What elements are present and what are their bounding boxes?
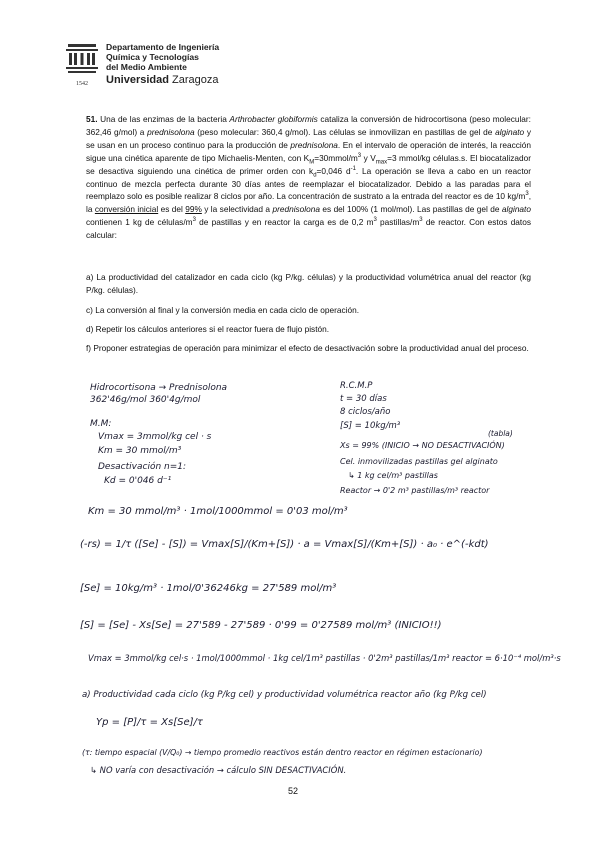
- hw-cell-load: ↳ 1 kg cel/m³ pastillas: [348, 471, 438, 480]
- question-f: f) Proponer estrategias de operación para minimizar el efecto de desactivación sobre la productividad anual del proceso.: [86, 343, 529, 353]
- page-number: 52: [288, 786, 299, 796]
- university-name: Universidad Zaragoza: [106, 74, 219, 86]
- university-logo-icon: [62, 40, 102, 90]
- hw-part-a: a) Productividad cada ciclo (kg P/kg cel) y productividad volumétrica reactor año (kg P/kg cel): [82, 690, 487, 700]
- hw-productivity-formula: Yp = [P]/τ = Xs[Se]/τ: [96, 717, 203, 728]
- hw-s-calc: [S] = [Se] - Xs[Se] = 27'589 - 27'589 · 0'99 = 0'27589 mol/m³ (INICIO!!): [80, 620, 442, 631]
- header: [62, 40, 262, 90]
- hw-immobilized: Cel. inmovilizadas pastillas gel alginato: [340, 457, 498, 466]
- hw-tau-definition: (τ: tiempo espacial (V/Q₀) → tiempo promedio reactivos están dentro reactor en régimen estacionario): [82, 748, 483, 757]
- hw-substrate: [S] = 10kg/m³: [340, 421, 401, 431]
- hw-vmax-conversion: Vmax = 3mmol/kg cel·s · 1mol/1000mmol · 1kg cel/1m³ pastillas · 0'2m³ pastillas/1m³ reactor = 6·10⁻⁴ mol/m³·s: [88, 653, 561, 663]
- logo-year: 1542: [76, 81, 88, 87]
- hw-se-calc: [Se] = 10kg/m³ · 1mol/0'36246kg = 27'589 mol/m³: [80, 583, 337, 594]
- question-d: d) Repetir los cálculos anteriores si el reactor fuera de flujo pistón.: [86, 324, 330, 334]
- hw-mm-label: M.M:: [90, 419, 112, 429]
- hw-conversion: Xs = 99% (INICIO → NO DESACTIVACIÓN): [340, 441, 505, 450]
- hw-tau-note: ↳ NO varía con desactivación → cálculo SIN DESACTIVACIÓN.: [90, 765, 347, 775]
- problem-statement: 51. Una de las enzimas de la bacteria Arthrobacter globiformis cataliza la conversión de hidrocortisona (peso molecular: 362,46 g/mol) a prednisolona (peso molecular: 360,4 g/mol). Las células se inmovilizan en pastillas de gel de alginato y se usan en un proceso continuo para la producción de prednisolona. En el intervalo de operación de interés, la reacción sigue una cinética aparente de tipo Michaelis-Menten, con $K_M=30mmol/m^3$ y $V_{max}=3$ mmol/kg células.s. El biocatalizador se desactiva siguiendo una cinética de primer orden con $k_d=0,046$ $d^{-1}$. La operación se lleva a cabo en un reactor continuo de mezcla perfecta durante 30 días antes de reemplazar el biocatalizador. Debido a las paradas para el reemplazo solo es posible realizar 8 ciclos por año. La concentración de sustrato a la entrada del reactor es de 10 $kg/m^3$, la conversión inicial es del 99% y la selectividad a prednisolona es del 100% (1 mol/mol). Las pastillas de gel de alginato contienen 1 kg de células/$m^3$ de pastillas y en reactor la carga es de 0,2 $m^3$ pastillas/$m^3$ de reactor. Con estos datos calcular:: [86, 114, 531, 241]
- hw-reaction: Hidrocortisona → Prednisolona: [90, 383, 228, 393]
- hw-km: Km = 30 mmol/m³: [98, 446, 182, 456]
- hw-km-calc: Km = 30 mmol/m³ · 1mol/1000mmol = 0'03 mol/m³: [88, 506, 348, 517]
- problem-number: 51.: [86, 114, 98, 124]
- hw-cycles: 8 ciclos/año: [340, 407, 391, 417]
- hw-kd: Kd = 0'046 d⁻¹: [104, 476, 172, 486]
- department-name: Departamento de Ingeniería Química y Tecnologías del Medio Ambiente: [106, 42, 220, 73]
- hw-deactivation: Desactivación n=1:: [98, 462, 187, 472]
- hw-rate-equation: (-rs) = 1/τ ([Se] - [S]) = Vmax[S]/(Km+[S]) · a = Vmax[S]/(Km+[S]) · a₀ · e^(-kdt): [80, 539, 489, 550]
- hw-table-note: (tabla): [488, 429, 513, 438]
- question-c: c) La conversión al final y la conversión media en cada ciclo de operación.: [86, 305, 360, 315]
- hw-time: t = 30 días: [340, 394, 387, 404]
- hw-reactor-load: Reactor → 0'2 m³ pastillas/m³ reactor: [340, 486, 490, 495]
- hw-molar-masses: 362'46g/mol 360'4g/mol: [90, 395, 201, 405]
- hw-vmax: Vmax = 3mmol/kg cel · s: [98, 432, 212, 442]
- hw-reactor-type: R.C.M.P: [340, 381, 373, 391]
- question-ab: a) La productividad del catalizador en cada ciclo (kg P/kg. células) y la productividad volumétrica anual del reactor (kg P/kg. células).: [86, 272, 531, 295]
